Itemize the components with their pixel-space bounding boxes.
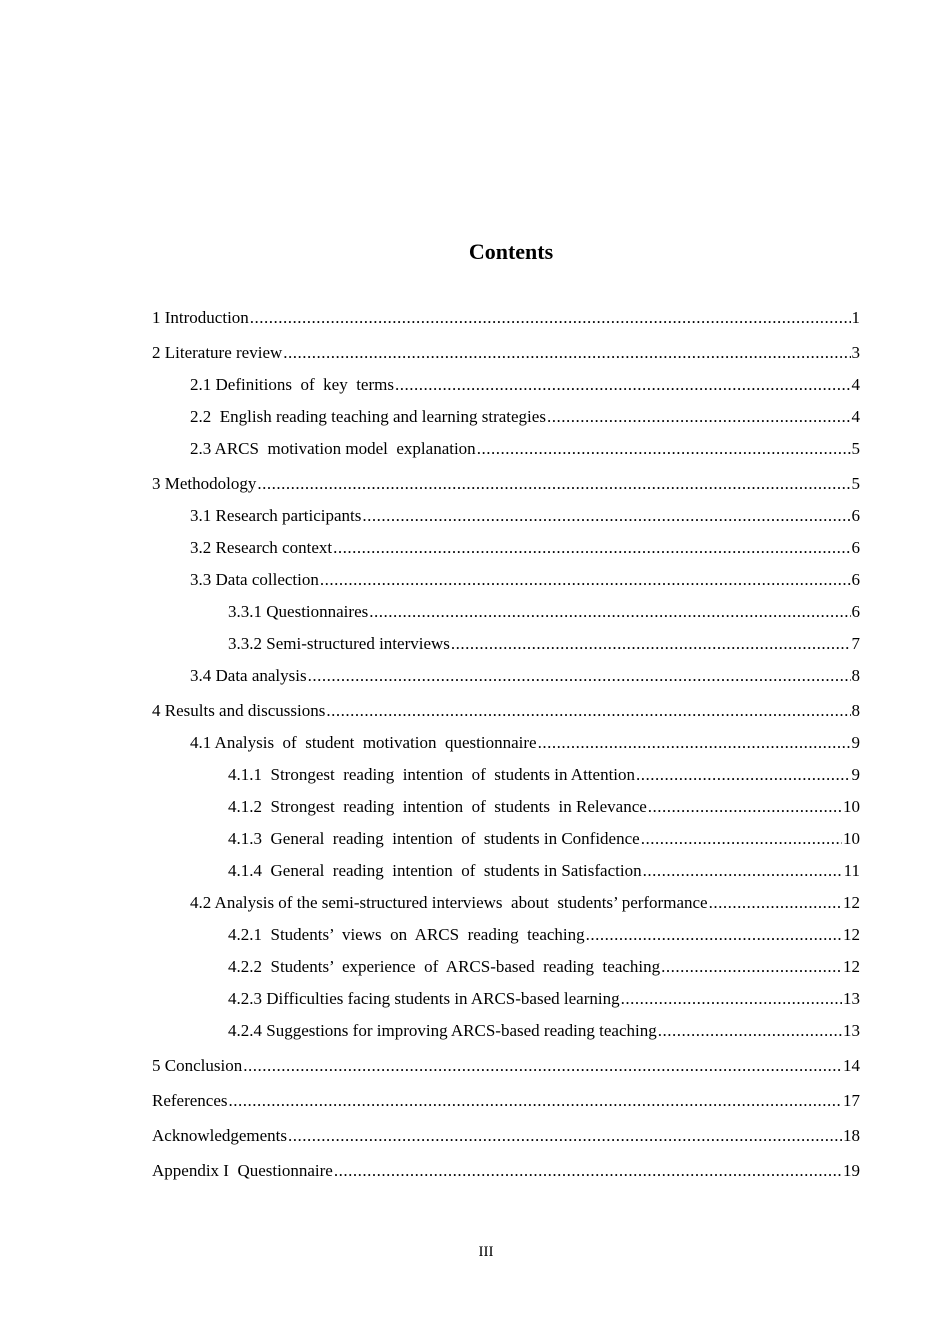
toc-entry[interactable] bbox=[152, 1123, 860, 1149]
toc-entry-label: 4.1.2 Strongest reading intention of students in Relevance bbox=[228, 797, 647, 816]
toc-entry-label: 4.1 Analysis of student motivation questionnaire bbox=[190, 733, 537, 752]
toc-entry-page: 4 bbox=[851, 407, 860, 426]
toc-entry[interactable] bbox=[152, 1018, 860, 1044]
toc-entry[interactable] bbox=[152, 567, 860, 593]
toc-entry[interactable] bbox=[152, 858, 860, 884]
dot-leader bbox=[451, 631, 851, 657]
toc-entry-label: 2.2 English reading teaching and learning strategies bbox=[190, 407, 546, 426]
dot-leader bbox=[334, 1158, 842, 1184]
toc-entry[interactable] bbox=[152, 730, 860, 756]
dot-leader bbox=[648, 794, 842, 820]
toc-entry-label: References bbox=[152, 1091, 228, 1110]
toc-entry[interactable] bbox=[152, 663, 860, 689]
toc-entry[interactable] bbox=[152, 1158, 860, 1184]
toc-entry-page: 12 bbox=[843, 957, 860, 976]
toc-entry-label: 3.4 Data analysis bbox=[190, 666, 307, 685]
dot-leader bbox=[333, 535, 850, 561]
toc-entry-label: 5 Conclusion bbox=[152, 1056, 243, 1075]
toc-entry[interactable] bbox=[152, 762, 860, 788]
dot-leader bbox=[362, 503, 850, 529]
page-title: Contents bbox=[468, 239, 554, 264]
toc-entry-page: 1 bbox=[851, 308, 860, 327]
toc-entry-page: 12 bbox=[843, 893, 860, 912]
toc-entry-page: 9 bbox=[851, 733, 860, 752]
toc-entry[interactable] bbox=[152, 631, 860, 657]
toc-entry[interactable] bbox=[152, 404, 860, 430]
toc-entry-page: 6 bbox=[851, 506, 860, 525]
toc-entry-page: 19 bbox=[843, 1161, 860, 1180]
dot-leader bbox=[257, 471, 850, 497]
toc-entry-page: 7 bbox=[851, 634, 860, 653]
toc-entry[interactable] bbox=[152, 372, 860, 398]
toc-entry[interactable] bbox=[152, 436, 860, 462]
toc-entry[interactable] bbox=[152, 986, 860, 1012]
toc-entry[interactable] bbox=[152, 599, 860, 625]
toc-entry-label: Acknowledgements bbox=[152, 1126, 288, 1145]
toc-entry-page: 10 bbox=[843, 797, 860, 816]
dot-leader bbox=[369, 599, 850, 625]
toc-entry[interactable] bbox=[152, 503, 860, 529]
toc-entry-label: Appendix I Questionnaire bbox=[152, 1161, 333, 1180]
toc-entry[interactable] bbox=[152, 471, 860, 497]
dot-leader bbox=[547, 404, 851, 430]
toc-entry-label: 4.2.1 Students’ views on ARCS reading teaching bbox=[228, 925, 585, 944]
toc-entry-page: 6 bbox=[851, 602, 860, 621]
dot-leader bbox=[229, 1088, 842, 1114]
toc-entry[interactable] bbox=[152, 954, 860, 980]
dot-leader bbox=[326, 698, 850, 724]
toc-entry-label: 3.3 Data collection bbox=[190, 570, 319, 589]
toc-entry-page: 8 bbox=[851, 701, 860, 720]
toc-entry-page: 6 bbox=[851, 570, 860, 589]
toc-entry-page: 13 bbox=[843, 989, 860, 1008]
toc-entry-label: 3.1 Research participants bbox=[190, 506, 362, 525]
toc-entry-page: 14 bbox=[843, 1056, 860, 1075]
toc-entry[interactable] bbox=[152, 698, 860, 724]
toc-entry-label: 1 Introduction bbox=[152, 308, 249, 327]
toc-entry-page: 3 bbox=[851, 343, 860, 362]
toc-entry-label: 4.1.1 Strongest reading intention of students in Attention bbox=[228, 765, 636, 784]
toc-entry[interactable] bbox=[152, 1088, 860, 1114]
toc-entry-label: 4.2.4 Suggestions for improving ARCS-based reading teaching bbox=[228, 1021, 657, 1040]
dot-leader bbox=[636, 762, 850, 788]
dot-leader bbox=[243, 1053, 842, 1079]
toc-entry-page: 10 bbox=[843, 829, 860, 848]
dot-leader bbox=[621, 986, 842, 1012]
toc-entry-label: 2 Literature review bbox=[152, 343, 283, 362]
toc-entry-label: 4 Results and discussions bbox=[152, 701, 326, 720]
dot-leader bbox=[288, 1123, 842, 1149]
dot-leader bbox=[250, 305, 851, 331]
toc-entry-page: 4 bbox=[851, 375, 860, 394]
dot-leader bbox=[586, 922, 842, 948]
toc-entry-label: 3.2 Research context bbox=[190, 538, 333, 557]
toc-entry-page: 9 bbox=[851, 765, 860, 784]
toc-entry-page: 5 bbox=[851, 439, 860, 458]
toc-entry[interactable] bbox=[152, 1053, 860, 1079]
toc-entry-page: 8 bbox=[851, 666, 860, 685]
dot-leader bbox=[641, 826, 842, 852]
dot-leader bbox=[308, 663, 851, 689]
dot-leader bbox=[709, 890, 842, 916]
toc-entry-page: 12 bbox=[843, 925, 860, 944]
toc-entry-label: 2.3 ARCS motivation model explanation bbox=[190, 439, 476, 458]
toc-entry-label: 4.1.3 General reading intention of students in Confidence bbox=[228, 829, 640, 848]
toc-entry-page: 11 bbox=[843, 861, 860, 880]
dot-leader bbox=[395, 372, 851, 398]
toc-entry-page: 18 bbox=[843, 1126, 860, 1145]
toc-entry-label: 3 Methodology bbox=[152, 474, 257, 493]
toc-entry[interactable] bbox=[152, 340, 860, 366]
dot-leader bbox=[538, 730, 851, 756]
dot-leader bbox=[643, 858, 843, 884]
toc-entry-page: 17 bbox=[843, 1091, 860, 1110]
dot-leader bbox=[658, 1018, 842, 1044]
dot-leader bbox=[283, 340, 850, 366]
toc-entry-page: 6 bbox=[851, 538, 860, 557]
toc-entry-page: 5 bbox=[851, 474, 860, 493]
toc-entry-label: 4.1.4 General reading intention of students in Satisfaction bbox=[228, 861, 642, 880]
toc-entry[interactable] bbox=[152, 794, 860, 820]
toc-entry-label: 3.3.1 Questionnaires bbox=[228, 602, 369, 621]
table-of-contents bbox=[152, 305, 860, 1184]
toc-entry[interactable] bbox=[152, 826, 860, 852]
toc-entry[interactable] bbox=[152, 305, 860, 331]
toc-entry-label: 4.2.3 Difficulties facing students in ARCS-based learning bbox=[228, 989, 620, 1008]
toc-entry[interactable] bbox=[152, 535, 860, 561]
toc-entry[interactable] bbox=[152, 922, 860, 948]
dot-leader bbox=[320, 567, 851, 593]
dot-leader bbox=[661, 954, 842, 980]
toc-entry-page: 13 bbox=[843, 1021, 860, 1040]
toc-entry-label: 4.2 Analysis of the semi-structured interviews about students’ performance bbox=[190, 893, 708, 912]
page-number: III bbox=[478, 1244, 494, 1260]
toc-entry-label: 3.3.2 Semi-structured interviews bbox=[228, 634, 450, 653]
toc-entry-label: 2.1 Definitions of key terms bbox=[190, 375, 394, 394]
toc-entry-label: 4.2.2 Students’ experience of ARCS-based reading teaching bbox=[228, 957, 661, 976]
dot-leader bbox=[477, 436, 851, 462]
toc-entry[interactable] bbox=[152, 890, 860, 916]
